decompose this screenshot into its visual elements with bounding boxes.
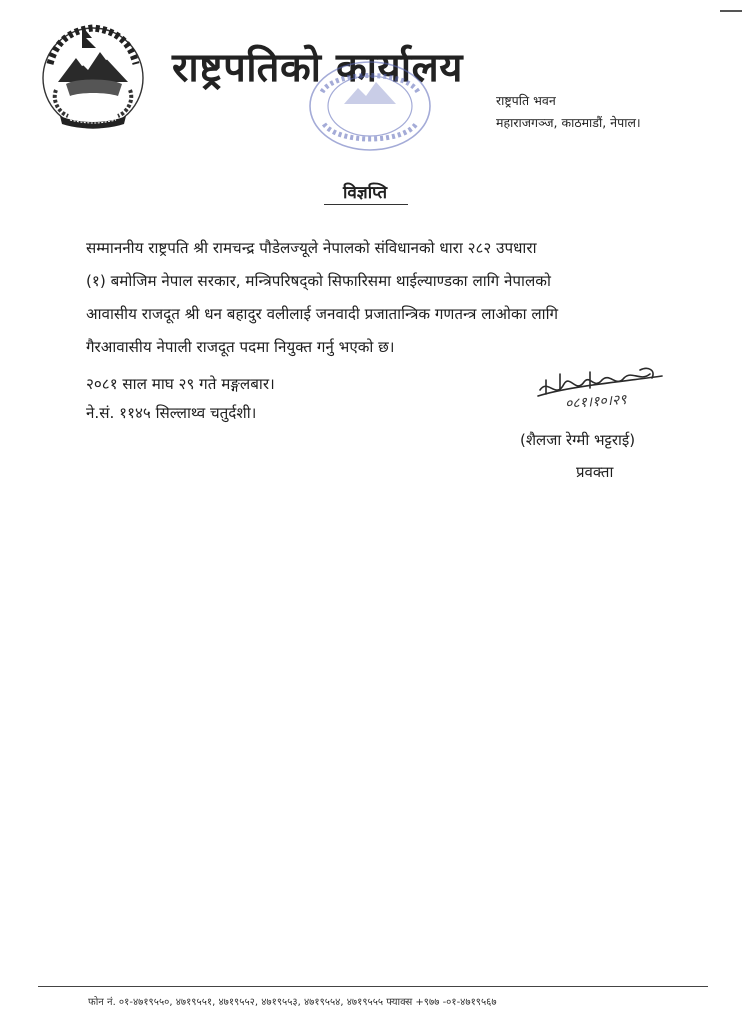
notice-line: सम्माननीय राष्ट्रपति श्री रामचन्द्र पौडेलज्यूले नेपालको संविधानको धारा २८२ उपधारा — [86, 239, 537, 257]
notice-body — [86, 232, 668, 364]
signature-date: ०८१।१०।२९ — [564, 391, 628, 413]
notice-heading: विज्ञप्ति — [342, 183, 388, 203]
nepal-emblem-icon — [36, 20, 150, 132]
bs-date: २०८१ साल माघ २९ गते मङ्गलबार। — [86, 375, 275, 393]
notice-line: आवासीय राजदूत श्री धन बहादुर वलीलाई जनवादी प्रजातान्त्रिक गणतन्त्र लाओका लागि — [86, 305, 559, 323]
scan-corner-mark — [720, 10, 742, 12]
heading-underline — [324, 204, 408, 205]
office-title: राष्ट्रपतिको कार्यालय — [172, 45, 463, 91]
notice-line: (१) बमोजिम नेपाल सरकार, मन्त्रिपरिषद्को सिफारिसमा थाईल्याण्डका लागि नेपालको — [86, 272, 551, 290]
footer-divider — [38, 986, 708, 987]
signatory-title: प्रवक्ता — [576, 463, 614, 481]
footer-contact: फोन नं. ०१-४७१९५५०, ४७१९५५१, ४७१९५५२, ४७१९५५३, ४७१९५५४, ४७१९५५५ फ्याक्स +९७७ -०१-४७१९५६७ — [88, 997, 497, 1008]
address-line-1: राष्ट्रपति भवन — [496, 93, 556, 108]
ns-date: ने.सं. ११४५ सिल्लाथ्व चतुर्दशी। — [86, 404, 257, 422]
office-seal-stamp-icon — [304, 52, 436, 156]
address-line-2: महाराजगञ्ज, काठमाडौं, नेपाल। — [496, 115, 641, 130]
notice-line: गैरआवासीय नेपाली राजदूत पदमा नियुक्त गर्नु भएको छ। — [86, 338, 395, 356]
signatory-name: (शैलजा रेग्मी भट्टराई) — [520, 431, 636, 449]
